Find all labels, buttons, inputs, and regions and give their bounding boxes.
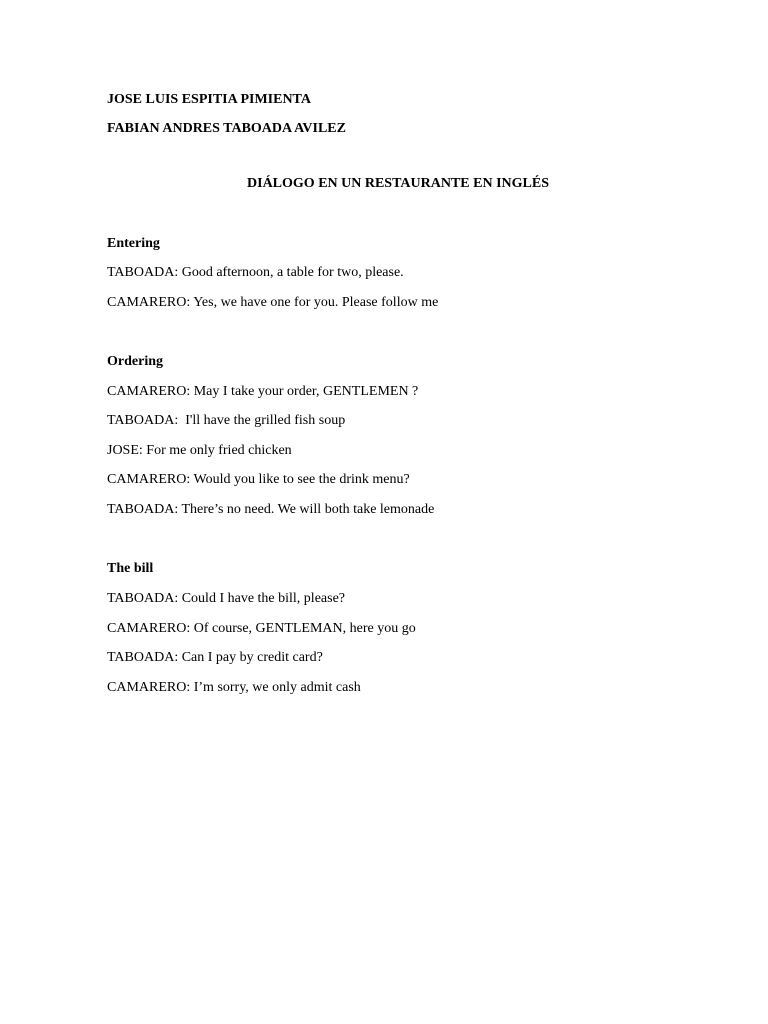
dialogue-line: CAMARERO: Of course, GENTLEMAN, here you go: [107, 621, 416, 636]
dialogue-line: CAMARERO: I’m sorry, we only admit cash: [107, 680, 361, 695]
dialogue-line: TABOADA: Good afternoon, a table for two, please.: [107, 265, 404, 280]
author-name: FABIAN ANDRES TABOADA AVILEZ: [107, 121, 346, 136]
dialogue-line: TABOADA: There’s no need. We will both take lemonade: [107, 502, 435, 517]
dialogue-line: TABOADA: Can I pay by credit card?: [107, 650, 323, 665]
section-heading: The bill: [107, 561, 154, 576]
author-name: JOSE LUIS ESPITIA PIMIENTA: [107, 92, 311, 107]
section-heading: Ordering: [107, 354, 163, 369]
dialogue-line: JOSE: For me only fried chicken: [107, 443, 292, 458]
section-heading: Entering: [107, 236, 160, 251]
dialogue-line: TABOADA: Could I have the bill, please?: [107, 591, 345, 606]
dialogue-line: TABOADA: I'll have the grilled fish soup: [107, 413, 346, 428]
dialogue-line: CAMARERO: May I take your order, GENTLEMEN ?: [107, 384, 419, 399]
dialogue-line: CAMARERO: Yes, we have one for you. Please follow me: [107, 295, 439, 310]
document-title: DIÁLOGO EN UN RESTAURANTE EN INGLÉS: [247, 176, 549, 191]
dialogue-line: CAMARERO: Would you like to see the drink menu?: [107, 472, 410, 487]
